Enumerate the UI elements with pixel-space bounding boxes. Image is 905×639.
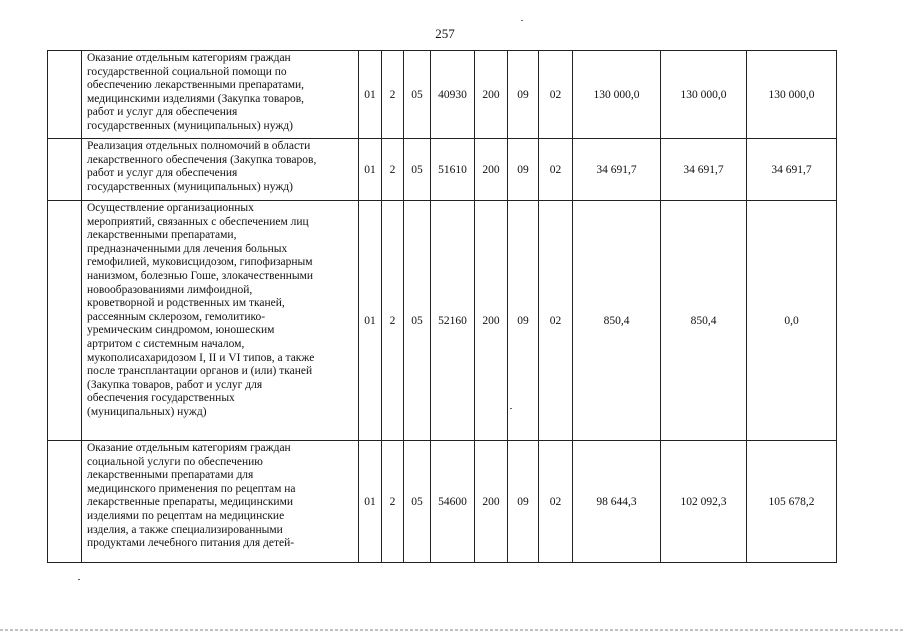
row-description: Реализация отдельных полномочий в области лекарственного обеспечения (Закупка товаров, работ и услуг для обеспечения государственных (муниципальных) нужд) [82,139,359,201]
subdivision-code: 02 [539,139,573,201]
budget-table [47,50,837,563]
subprogram-code: 05 [404,201,431,441]
section-code: 01 [359,139,382,201]
row-index-cell [48,139,82,201]
scan-speck [510,408,512,409]
program-code: 2 [382,139,404,201]
amount-year-3: 130 000,0 [747,51,837,139]
amount-year-2: 102 092,3 [661,441,747,563]
section-code: 01 [359,441,382,563]
amount-year-1: 98 644,3 [573,441,661,563]
division-code: 09 [508,441,539,563]
amount-year-1: 34 691,7 [573,139,661,201]
amount-year-2: 130 000,0 [661,51,747,139]
amount-year-3: 105 678,2 [747,441,837,563]
scan-edge-line [0,629,905,631]
row-index-cell [48,441,82,563]
section-code: 01 [359,51,382,139]
table-row [48,139,837,201]
subprogram-code: 05 [404,139,431,201]
division-code: 09 [508,51,539,139]
program-code: 2 [382,441,404,563]
row-description: Оказание отдельным категориям граждан государственной социальной помощи по обеспечению лекарственными препаратами, медицинскими изделиями (Закупка товаров, работ и услуг для обеспечения государственных (муниципальных) нужд) [82,51,359,139]
scan-speck [78,579,80,580]
table-row [48,201,837,441]
subdivision-code: 02 [539,51,573,139]
amount-year-2: 850,4 [661,201,747,441]
item-code: 40930 [431,51,475,139]
item-code: 54600 [431,441,475,563]
row-index-cell [48,201,82,441]
subdivision-code: 02 [539,201,573,441]
table-row [48,441,837,563]
table-row [48,51,837,139]
subprogram-code: 05 [404,441,431,563]
amount-year-2: 34 691,7 [661,139,747,201]
subdivision-code: 02 [539,441,573,563]
division-code: 09 [508,201,539,441]
program-code: 2 [382,51,404,139]
expense-type-code: 200 [475,139,508,201]
amount-year-1: 130 000,0 [573,51,661,139]
amount-year-3: 34 691,7 [747,139,837,201]
scan-speck [521,20,523,21]
page-number: 257 [435,26,455,41]
expense-type-code: 200 [475,441,508,563]
division-code: 09 [508,139,539,201]
expense-type-code: 200 [475,51,508,139]
row-description: Оказание отдельным категориям граждан социальной услуги по обеспечению лекарственными препаратами для медицинского применения по рецептам на лекарственные препараты, медицинскими изделиями по рецептам на медицинские изделия, а также специализированными продуктами лечебного питания для детей- [82,441,359,563]
item-code: 51610 [431,139,475,201]
program-code: 2 [382,201,404,441]
expense-type-code: 200 [475,201,508,441]
item-code: 52160 [431,201,475,441]
amount-year-1: 850,4 [573,201,661,441]
section-code: 01 [359,201,382,441]
amount-year-3: 0,0 [747,201,837,441]
row-description: Осуществление организационных мероприятий, связанных с обеспечением лиц лекарственными препаратами, предназначенными для лечения больных гемофилией, муковисцидозом, гипофизарным нанизмом, болезнью Гоше, злокачественными новообразованиями лимфоидной, кроветворной и родственных им тканей, рассеянным склерозом, гемолитико- уремическим синдромом, юношеским артритом с системным началом, мукополисахаридозом I, II и VI типов, а также после трансплантации органов и (или) тканей (Закупка товаров, работ и услуг для обеспечения государственных (муниципальных) нужд) [82,201,359,441]
row-index-cell [48,51,82,139]
subprogram-code: 05 [404,51,431,139]
